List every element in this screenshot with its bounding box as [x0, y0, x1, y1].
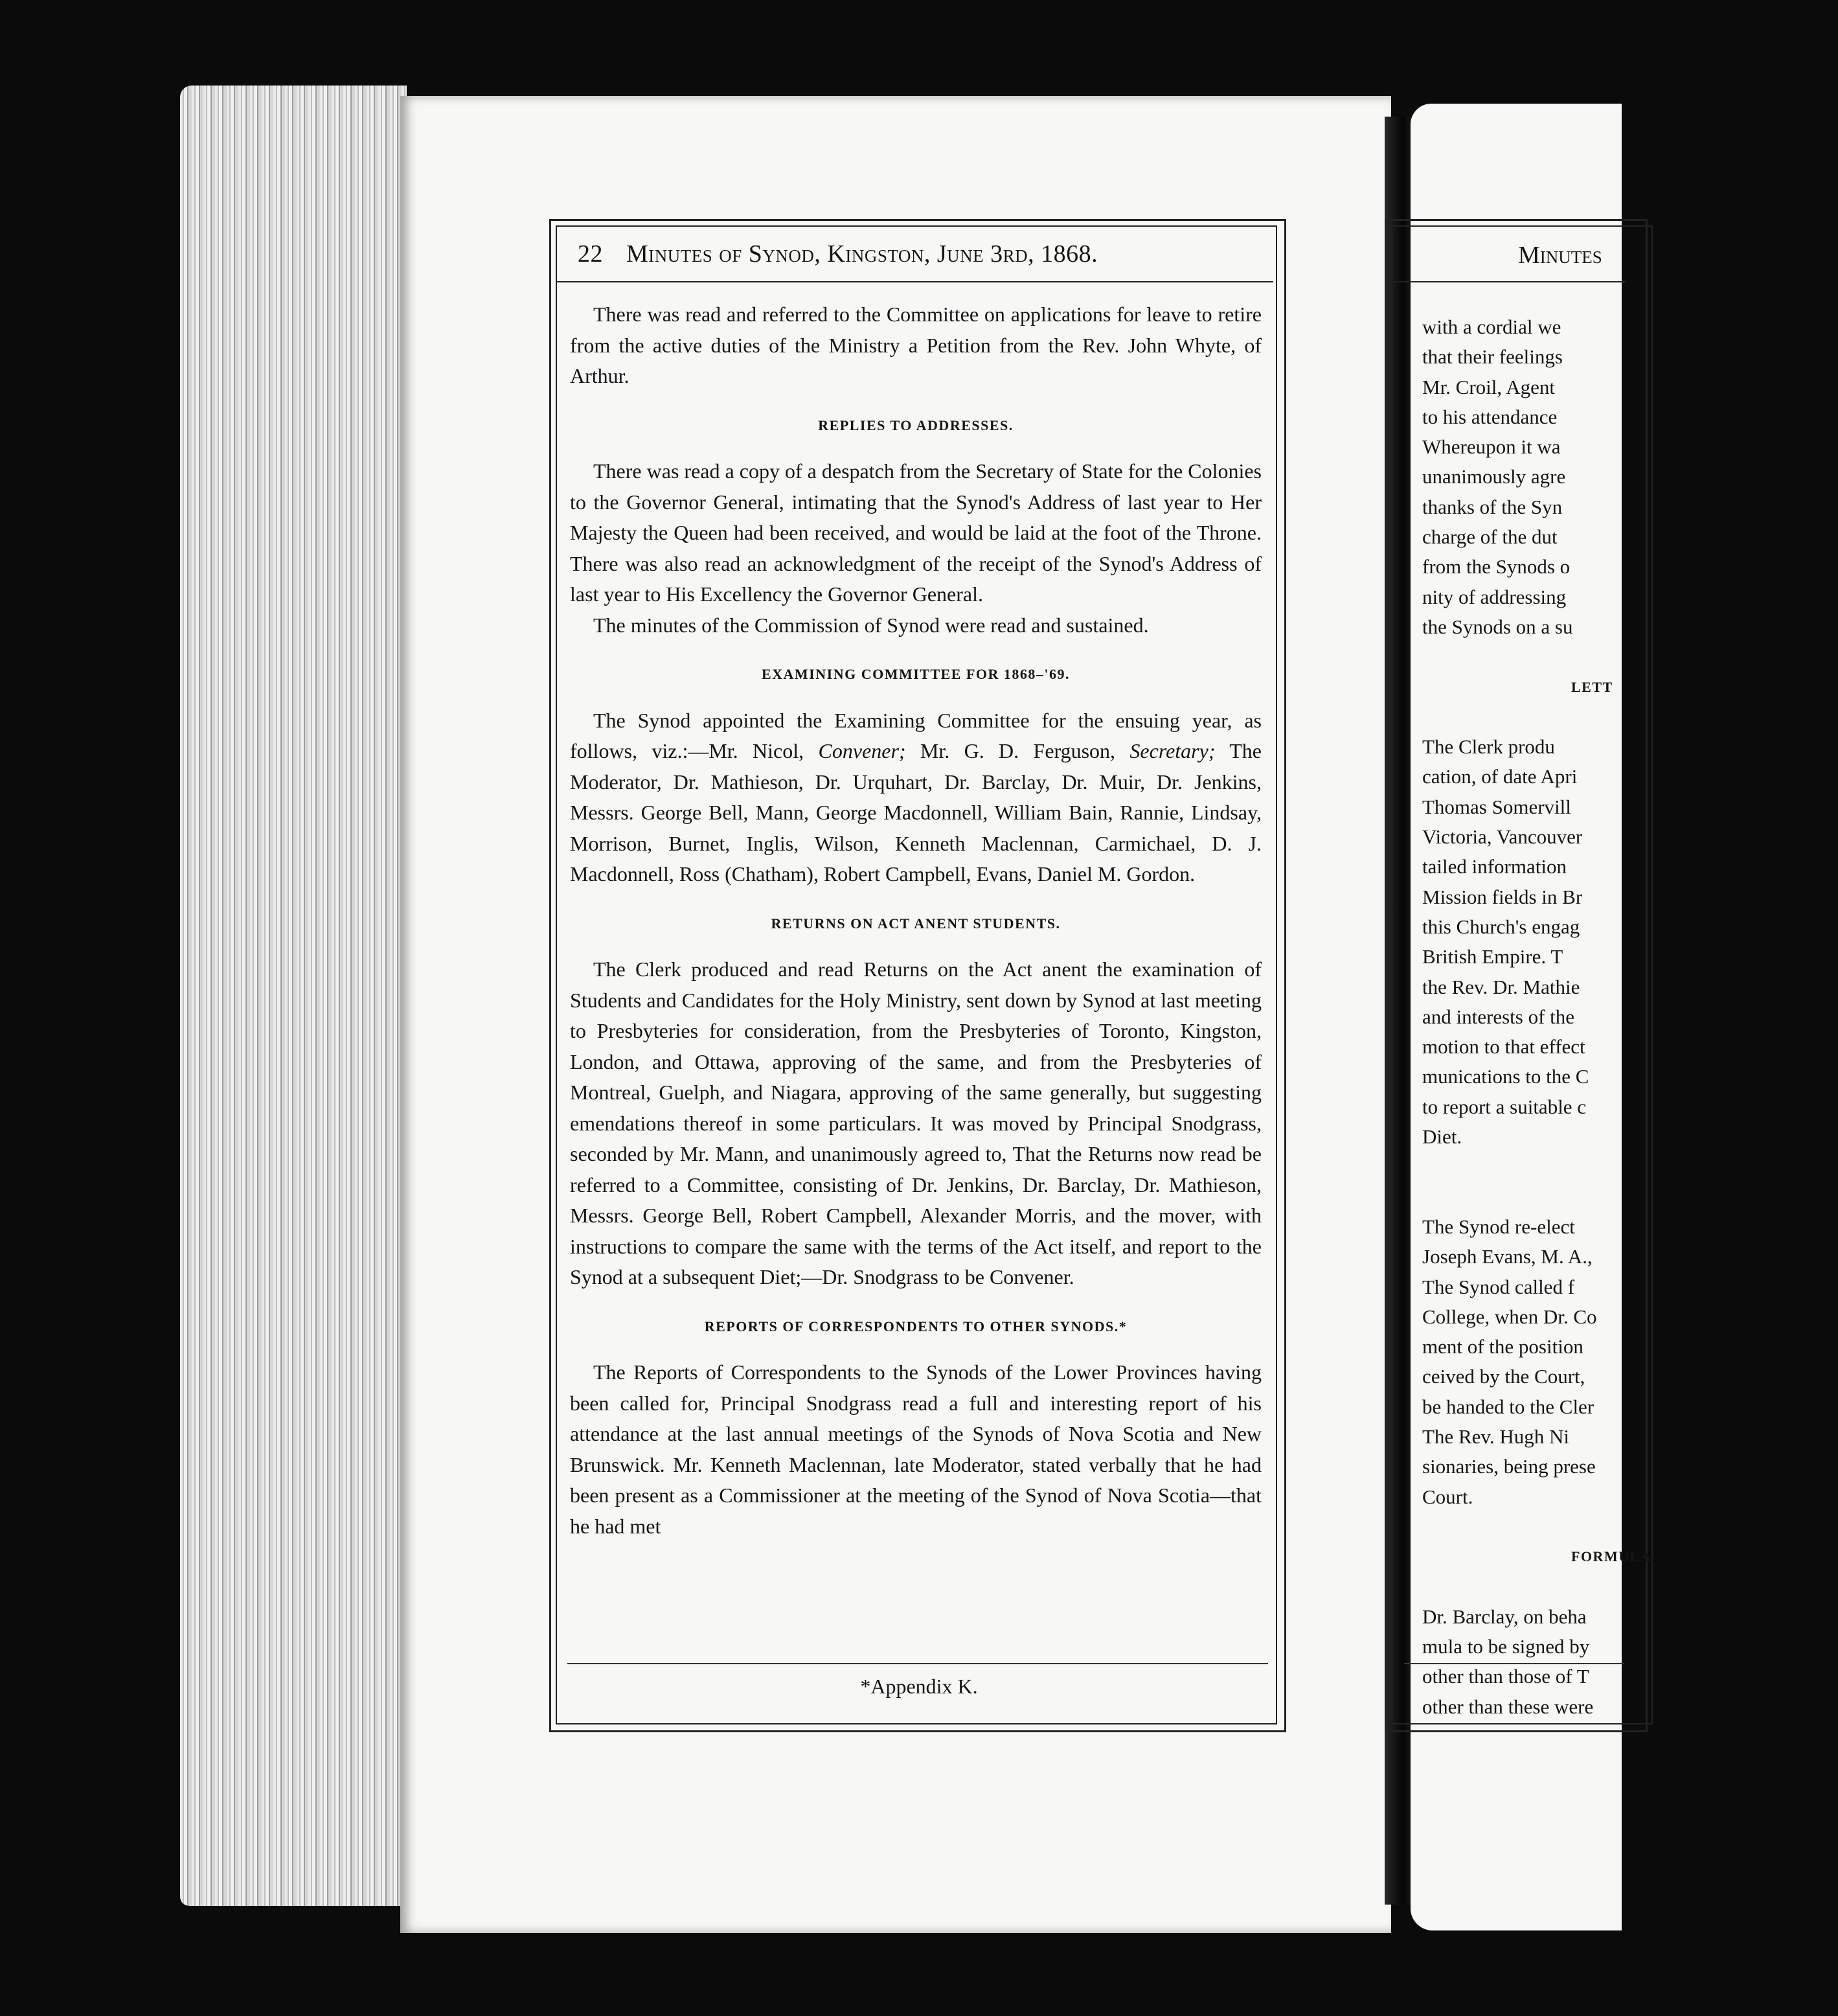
- right-page-line: [1422, 1182, 1629, 1212]
- right-page-line: cation, of date Apri: [1422, 765, 1578, 788]
- right-footnote-rule: [1404, 1663, 1624, 1664]
- text-run: Mr. G. D. Ferguson,: [905, 739, 1130, 762]
- footnote-rule: [567, 1663, 1268, 1664]
- right-page-line: British Empire. T: [1422, 945, 1563, 968]
- heading-replies: REPLIES TO ADDRESSES.: [818, 417, 1014, 433]
- right-page-line: to report a suitable c: [1422, 1095, 1587, 1118]
- text-run: The Moderator, Dr. Mathieson, Dr. Urquhart, Dr. Barclay, Dr. Muir, Dr. Jenkins, Messrs. George Bell, Mann, George Macdonnell, William Bain, Rannie, Lindsay, Morrison, Burnet, Inglis, Wilson, Kenneth Maclennan, Carmichael, D. J. Macdonnell, Ross (Chatham), Robert Campbell, Evans, Daniel M. Gordon.: [570, 739, 1262, 886]
- left-body-text: [570, 299, 1262, 1542]
- right-page-line: Thomas Somervill: [1422, 795, 1571, 818]
- right-page-line: be handed to the Cler: [1422, 1395, 1594, 1418]
- right-body-text: [1422, 312, 1652, 1722]
- right-page-line: unanimously agre: [1422, 465, 1566, 488]
- right-page-line: Dr. Barclay, on beha: [1422, 1605, 1587, 1628]
- right-page-line: charge of the dut: [1422, 525, 1558, 549]
- paragraph-petition: There was read and referred to the Committee on applications for leave to retire from the active duties of the Ministry a Petition from the Rev. John Whyte, of Arthur.: [570, 303, 1262, 387]
- italic-secretary: Secretary;: [1129, 739, 1216, 762]
- right-page-line: ceived by the Court,: [1422, 1365, 1585, 1388]
- right-page-line: [1422, 642, 1629, 672]
- right-page-line: ment of the position: [1422, 1335, 1583, 1358]
- right-page-line: [1422, 1572, 1629, 1601]
- right-page-line: Court.: [1422, 1485, 1473, 1508]
- running-head-title: Minutes of Synod, Kingston, June 3rd, 1868.: [626, 240, 1098, 268]
- right-head-rule: [1392, 281, 1626, 282]
- paragraph-returns: The Clerk produced and read Returns on the Act anent the examination of Students and Candidates for the Holy Ministry, sent down by Synod at last meeting to Presbyteries for consideration, from the Presbyteries of Toronto, Kingston, London, and Ottawa, approving of the same, and from the Presbyteries of Montreal, Guelph, and Niagara, approving of the same generally, but suggesting emendations thereof in some particulars. It was moved by Principal Snodgrass, seconded by Mr. Mann, and unanimously agreed to, That the Returns now read be referred to a Committee, consisting of Dr. Jenkins, Dr. Barclay, Dr. Mathieson, Messrs. George Bell, Robert Campbell, Alexander Morris, and the mover, with instructions to compare the same with the terms of the Act itself, and report to the Synod at a subsequent Diet;—Dr. Snodgrass to be Convener.: [570, 957, 1262, 1289]
- right-page-line: munications to the C: [1422, 1065, 1589, 1088]
- paragraph-committee: [570, 705, 1262, 890]
- heading-examining: EXAMINING COMMITTEE FOR 1868–'69.: [761, 666, 1071, 682]
- italic-convener: Convener;: [818, 739, 906, 762]
- right-page-line: the Synods on a su: [1422, 615, 1573, 638]
- right-page-line: [1422, 1512, 1629, 1542]
- right-page-line: from the Synods o: [1422, 555, 1571, 578]
- right-page-line: College, when Dr. Co: [1422, 1305, 1597, 1328]
- right-page-line: this Church's engag: [1422, 915, 1580, 938]
- right-page-line: Whereupon it wa: [1422, 435, 1561, 459]
- right-page-line: [1422, 1152, 1629, 1182]
- right-page-line: thanks of the Syn: [1422, 495, 1563, 518]
- paragraph-despatch: There was read a copy of a despatch from the Secretary of State for the Colonies to the Governor General, intimating that the Synod's Address of last year to Her Majesty the Queen had been received, and would be laid at the foot of the Throne. There was also read an acknowledgment of the receipt of the Synod's Address of last year to His Excellency the Governor General.: [570, 459, 1262, 606]
- right-page-line: tailed information: [1422, 855, 1567, 878]
- right-page-line: Diet.: [1422, 1125, 1462, 1149]
- right-page-line: FORMULA: [1571, 1548, 1652, 1565]
- page-number: 22: [578, 240, 603, 268]
- right-page-line: [1422, 702, 1629, 732]
- footnote-text: *Appendix K.: [860, 1675, 978, 1698]
- paragraph-reports: The Reports of Correspondents to the Synods of the Lower Provinces having been called for, Principal Snodgrass read a full and interesting report of his attendance at the last annual meetings of the Synods of Nova Scotia and New Brunswick. Mr. Kenneth Maclennan, late Moderator, stated verbally that he had been present as a Commissioner at the meeting of the Synod of Nova Scotia—that he had met: [570, 1360, 1262, 1538]
- right-page-line: Mission fields in Br: [1422, 885, 1583, 908]
- right-page-line: The Synod re-elect: [1422, 1215, 1575, 1238]
- right-page-line: other than those of T: [1422, 1665, 1589, 1688]
- head-rule: [557, 281, 1273, 282]
- right-running-head: Minutes: [1518, 242, 1602, 269]
- right-page-line: LETT: [1571, 678, 1613, 695]
- right-page-line: to his attendance: [1422, 405, 1558, 428]
- right-page-line: other than these were: [1422, 1695, 1594, 1718]
- paragraph-minutes: The minutes of the Commission of Synod were read and sustained.: [593, 613, 1149, 637]
- right-page-line: nity of addressing: [1422, 585, 1567, 608]
- right-page-line: The Clerk produ: [1422, 735, 1555, 759]
- right-page-line: mula to be signed by: [1422, 1635, 1590, 1658]
- right-page-line: with a cordial we: [1422, 315, 1561, 338]
- right-page-line: motion to that effect: [1422, 1035, 1585, 1059]
- heading-returns: RETURNS ON ACT ANENT STUDENTS.: [771, 915, 1061, 932]
- page-edges: [180, 86, 407, 1906]
- heading-reports: REPORTS OF CORRESPONDENTS TO OTHER SYNODS.*: [704, 1318, 1128, 1334]
- right-page-line: The Synod called f: [1422, 1275, 1575, 1298]
- right-page-line: that their feelings: [1422, 345, 1563, 369]
- right-page-line: The Rev. Hugh Ni: [1422, 1425, 1570, 1448]
- right-page-line: the Rev. Dr. Mathie: [1422, 975, 1580, 998]
- right-page-line: Mr. Croil, Agent: [1422, 375, 1555, 398]
- text-run: The Synod appointed the Examining Committee for the ensuing year, as follows, viz.:—Mr. Nicol,: [570, 708, 1262, 762]
- right-page-line: and interests of the: [1422, 1005, 1575, 1028]
- running-head: [558, 235, 1272, 273]
- right-page-line: Joseph Evans, M. A.,: [1422, 1245, 1593, 1268]
- right-page-line: sionaries, being prese: [1422, 1455, 1596, 1478]
- right-page-line: Victoria, Vancouver: [1422, 825, 1583, 849]
